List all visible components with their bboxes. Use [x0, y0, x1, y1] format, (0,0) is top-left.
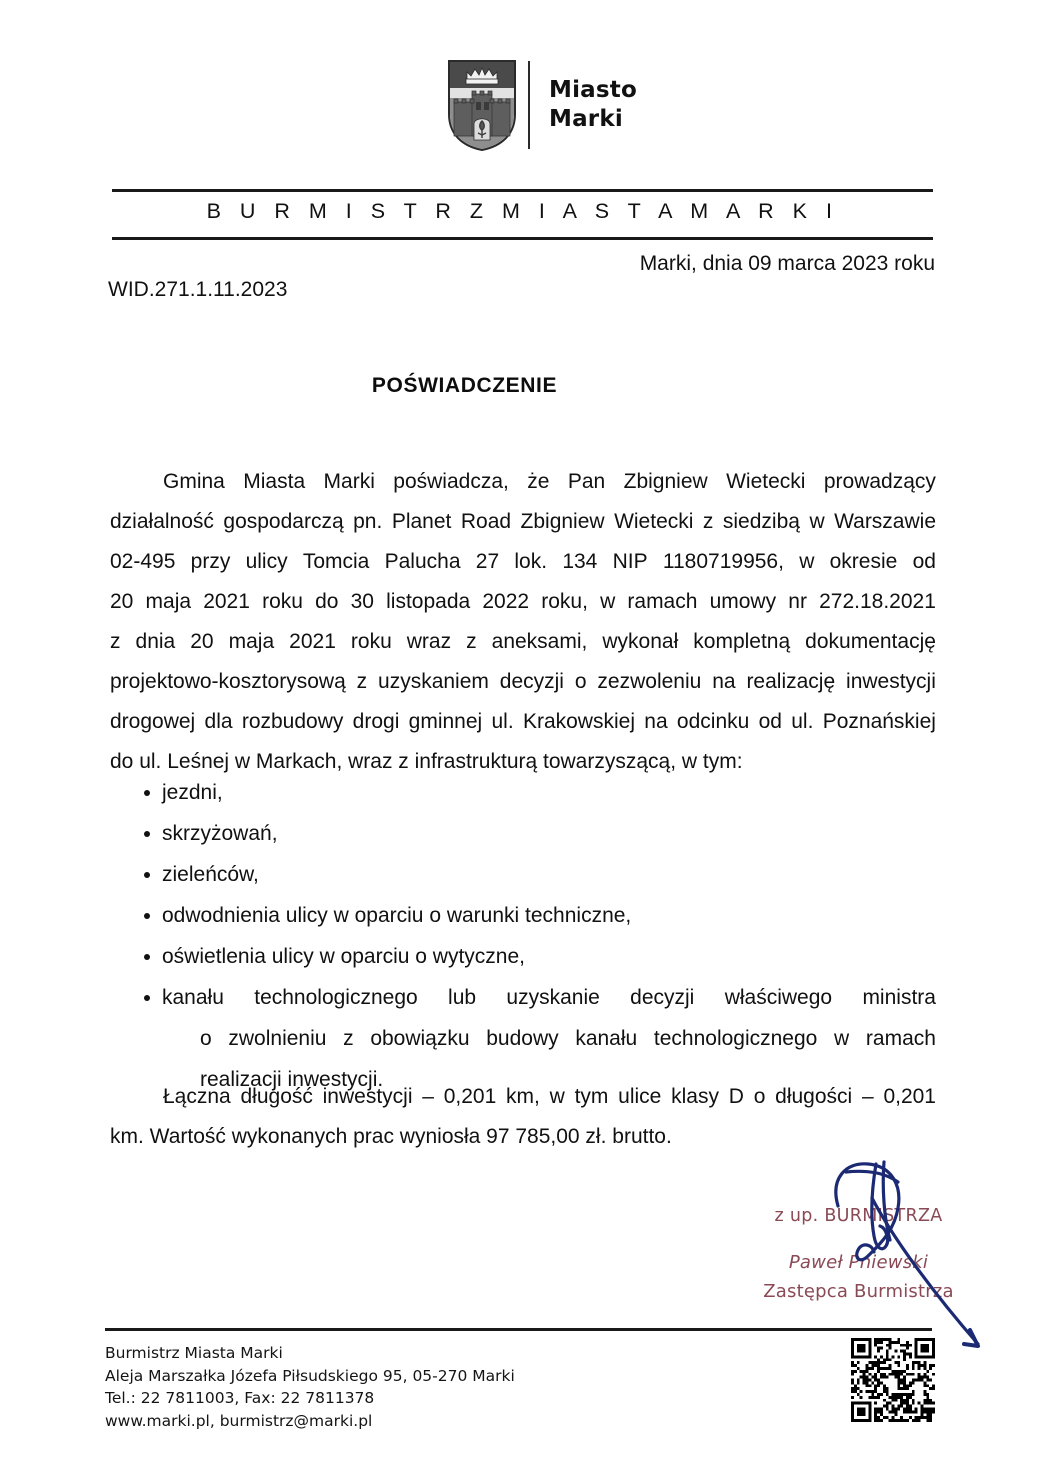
document-reference-number: WID.271.1.11.2023	[108, 278, 288, 301]
word: lub	[448, 986, 477, 1009]
word: Planet	[391, 510, 452, 533]
word: działalność	[110, 510, 214, 533]
scope-bullet-list	[110, 772, 936, 1100]
word: ul.	[491, 710, 514, 733]
word: właściwego	[724, 986, 833, 1009]
word: 134	[562, 550, 598, 573]
word: Pan	[567, 470, 606, 493]
title-rule-bottom	[112, 237, 933, 240]
bullet-dot-icon	[144, 913, 150, 919]
word: uzyskanie	[506, 986, 600, 1009]
word: 20	[190, 630, 214, 653]
word: Road	[460, 510, 512, 533]
word: Zbigniew	[520, 510, 605, 533]
bullet-item	[110, 813, 936, 854]
text-line	[110, 702, 936, 742]
word: ramach	[865, 1027, 936, 1050]
word: na	[644, 710, 668, 733]
word: siedzibą	[722, 510, 800, 533]
text-line: oświetlenia ulicy w oparciu o wytyczne,	[162, 945, 525, 968]
footer-line: Aleja Marszałka Józefa Piłsudskiego 95, 05-270 Marki	[105, 1366, 515, 1385]
word: ministra	[862, 986, 936, 1009]
office-title: B U R M I S T R Z M I A S T A M A R K I	[206, 199, 839, 223]
word: 0,201	[443, 1085, 497, 1108]
text-line	[110, 502, 936, 542]
bullet-dot-icon	[144, 831, 150, 837]
bullet-item	[110, 936, 936, 977]
word: Warszawie	[834, 510, 936, 533]
text-line: km. Wartość wykonanych prac wyniosła 97 785,00 zł. brutto.	[110, 1125, 672, 1148]
text-line: realizacji inwestycji.	[200, 1068, 384, 1091]
text-line	[110, 1077, 936, 1117]
word: maja	[145, 590, 192, 613]
word: tym	[574, 1085, 609, 1108]
word: aneksami,	[491, 630, 588, 653]
word: 272.18.2021	[819, 590, 936, 613]
document-date: Marki, dnia 09 marca 2023 roku	[639, 252, 935, 275]
text-line: zieleńców,	[162, 863, 259, 886]
word: w	[600, 590, 616, 613]
word: w	[809, 510, 825, 533]
stamp-title-line: Zastępca Burmistrza	[763, 1281, 954, 1302]
word: kanału	[575, 1027, 638, 1050]
word: budowy	[486, 1027, 559, 1050]
word: odcinku	[676, 710, 750, 733]
word: klasy	[671, 1085, 719, 1108]
word: z	[110, 630, 121, 653]
word: listopada	[386, 590, 471, 613]
word: pn.	[353, 510, 383, 533]
word: NIP	[612, 550, 648, 573]
document-heading: POŚWIADCZENIE	[371, 374, 558, 397]
footer-line: Tel.: 22 7811003, Fax: 22 7811378	[105, 1389, 375, 1407]
word: Wietecki	[726, 470, 806, 493]
word: kanału	[162, 986, 224, 1009]
signature-area	[726, 1158, 1026, 1348]
word: w	[799, 550, 815, 573]
word: o	[200, 1027, 212, 1050]
word: drogi	[352, 710, 400, 733]
word: zwolnieniu	[228, 1027, 327, 1050]
word: o	[753, 1085, 766, 1108]
word: wraz	[406, 630, 452, 653]
word: obowiązku	[370, 1027, 470, 1050]
text-line	[110, 542, 936, 582]
body-paragraph-1	[110, 462, 936, 782]
text-line: jezdni,	[162, 781, 223, 804]
word: od	[912, 550, 936, 573]
footer-rule	[105, 1328, 932, 1331]
text-line: skrzyżowań,	[162, 822, 278, 845]
word: ramach	[627, 590, 698, 613]
word: kompletną	[693, 630, 791, 653]
word: dla	[204, 710, 233, 733]
word: –	[422, 1085, 434, 1108]
word: drogowej	[110, 710, 196, 733]
word: Gmina	[163, 470, 225, 493]
word: poświadcza,	[393, 470, 509, 493]
word: roku	[262, 590, 303, 613]
bullet-item	[110, 895, 936, 936]
qr-code-icon	[851, 1338, 935, 1422]
word: km,	[506, 1085, 540, 1108]
word: ulice	[618, 1085, 662, 1108]
body-paragraph-2	[110, 1077, 936, 1157]
word: Tomcia	[302, 550, 370, 573]
word: dnia	[135, 630, 176, 653]
word: Łączna	[163, 1085, 231, 1108]
word: prowadzący	[823, 470, 936, 493]
word: 0,201	[883, 1085, 936, 1108]
word: długości	[775, 1085, 853, 1108]
stamp-name-line: Paweł Pniewski	[788, 1252, 929, 1273]
word: realizację	[746, 670, 836, 693]
word: Krakowskiej	[522, 710, 635, 733]
logo-divider	[528, 61, 530, 149]
footer-contact-info	[105, 1342, 515, 1432]
text-line: do ul. Leśnej w Markach, wraz z infrastrukturą towarzyszącą, w tym:	[110, 750, 743, 773]
text-line	[162, 1018, 936, 1059]
footer-line: Burmistrz Miasta Marki	[105, 1344, 283, 1362]
word: 2022	[482, 590, 530, 613]
word: uzyskaniem	[378, 670, 489, 693]
word: roku,	[541, 590, 588, 613]
word: decyzji	[499, 670, 564, 693]
word: technologicznego	[254, 986, 418, 1009]
word: 27	[475, 550, 500, 573]
word: rozbudowy	[241, 710, 344, 733]
word: na	[712, 670, 736, 693]
word: 20	[110, 590, 134, 613]
text-line	[110, 622, 936, 662]
word: roku	[350, 630, 392, 653]
word: o	[574, 670, 587, 693]
word: 30	[350, 590, 374, 613]
word: D	[728, 1085, 744, 1108]
word: inwestycji	[846, 670, 936, 693]
word: ul.	[791, 710, 814, 733]
word: lok.	[514, 550, 548, 573]
word: z	[466, 630, 477, 653]
word: decyzji	[630, 986, 695, 1009]
word: wykonał	[602, 630, 679, 653]
marki-coat-of-arms-icon	[446, 58, 518, 152]
word: do	[315, 590, 339, 613]
word: nr	[788, 590, 807, 613]
word: Palucha	[384, 550, 461, 573]
text-line: odwodnienia ulicy w oparciu o warunki techniczne,	[162, 904, 632, 927]
word: 2021	[203, 590, 250, 613]
bullet-dot-icon	[144, 790, 150, 796]
word: Poznańskiej	[822, 710, 936, 733]
word: zezwoleniu	[597, 670, 702, 693]
word: Miasta	[243, 470, 306, 493]
word: maja	[228, 630, 275, 653]
stamp-role-line: z up. BURMISTRZA	[774, 1206, 943, 1226]
word: 1180719956,	[662, 550, 784, 573]
word: umowy	[709, 590, 777, 613]
title-rule-top	[112, 189, 933, 192]
word: ulicy	[245, 550, 288, 573]
letterhead	[446, 58, 637, 152]
bullet-dot-icon	[144, 954, 150, 960]
bullet-dot-icon	[144, 995, 150, 1001]
word: gospodarczą	[223, 510, 344, 533]
word: –	[861, 1085, 874, 1108]
word: gminnej	[408, 710, 483, 733]
text-line	[162, 977, 936, 1018]
logo-line-2: Marki	[549, 106, 623, 132]
word: 2021	[289, 630, 336, 653]
word: od	[758, 710, 782, 733]
logo-line-1: Miasto	[549, 77, 637, 103]
bullet-dot-icon	[144, 872, 150, 878]
word: projektowo-kosztorysową	[110, 670, 346, 693]
footer-line: www.marki.pl, burmistrz@marki.pl	[105, 1411, 373, 1430]
word: inwestycji	[322, 1085, 413, 1108]
text-line	[110, 662, 936, 702]
bullet-item	[110, 854, 936, 895]
bullet-item	[110, 772, 936, 813]
word: w	[549, 1085, 565, 1108]
word: że	[527, 470, 550, 493]
approval-stamp	[726, 1158, 991, 1302]
word: 02-495	[110, 550, 176, 573]
word: Marki	[323, 470, 375, 493]
word: okresie	[829, 550, 898, 573]
logo-wordmark	[549, 76, 637, 134]
text-line	[110, 582, 936, 622]
word: Wietecki	[614, 510, 694, 533]
word: technologicznego	[653, 1027, 818, 1050]
word: długość	[240, 1085, 313, 1108]
text-line	[110, 462, 936, 502]
word: Zbigniew	[623, 470, 708, 493]
word: dokumentację	[805, 630, 936, 653]
word: z	[702, 510, 714, 533]
word: w	[834, 1027, 850, 1050]
word: z	[356, 670, 368, 693]
word: przy	[190, 550, 231, 573]
word: z	[343, 1027, 354, 1050]
